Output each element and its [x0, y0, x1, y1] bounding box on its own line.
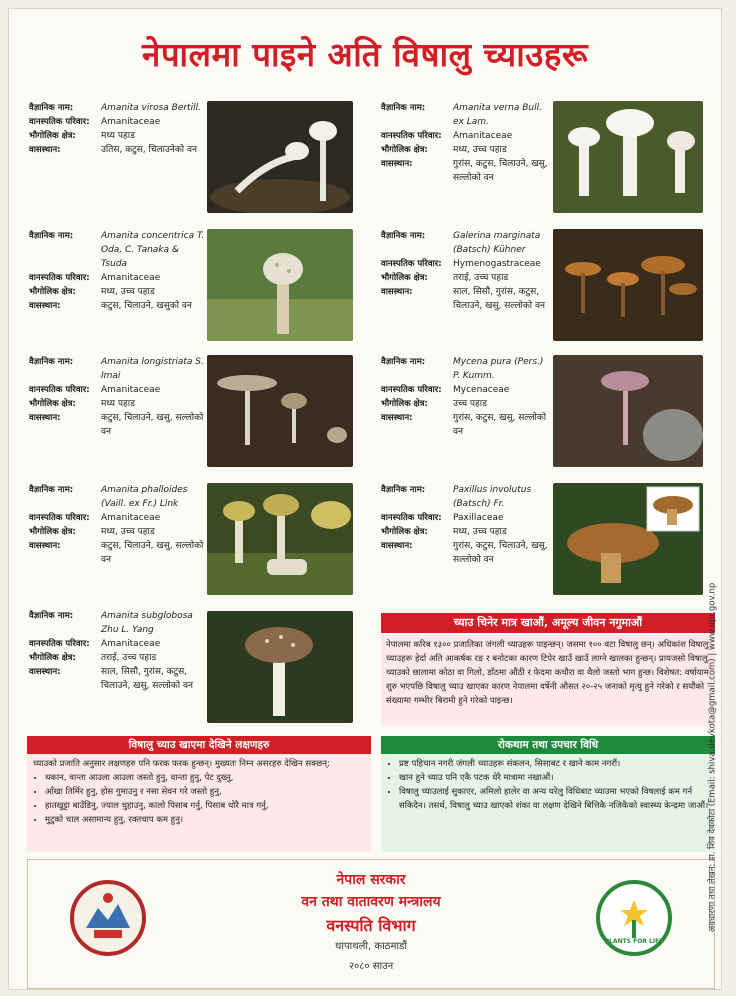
label-family: वानस्पतिक परिवार: — [381, 131, 442, 141]
label-family: वानस्पतिक परिवार: — [29, 273, 90, 283]
label-habitat: वासस्थान: — [29, 667, 61, 677]
symptoms-box — [27, 754, 371, 852]
species-habitat: कटुस, चिलाउने, खसुको वन — [101, 301, 192, 311]
species-family: Amanitaceae — [101, 273, 161, 283]
mushroom-photo — [207, 101, 353, 213]
species-region: मध्य पहाड — [101, 131, 135, 141]
prevention-title — [381, 736, 715, 754]
species-region: उच्च पहाड — [453, 399, 487, 409]
species-name: Amanita virosa Bertill. — [101, 103, 201, 113]
warning-title — [381, 613, 715, 633]
label-habitat: वासस्थान: — [381, 159, 413, 169]
label-habitat: वासस्थान: — [29, 301, 61, 311]
side-credit — [705, 529, 719, 989]
footer — [27, 859, 715, 989]
species-habitat: कटुस, चिलाउने, खसु, सल्लोको वन — [101, 413, 204, 437]
species-name: Amanita verna Bull. ex Lam. — [453, 103, 542, 127]
label-region: भौगोलिक क्षेत्र: — [381, 145, 428, 155]
label-region: भौगोलिक क्षेत्र: — [381, 399, 428, 409]
label-habitat: वासस्थान: — [381, 287, 413, 297]
species-entry — [29, 101, 207, 157]
poster — [8, 8, 722, 990]
mushroom-photo — [553, 229, 703, 341]
prevention-title-text: रोकथाम तथा उपचार विधि — [497, 739, 599, 751]
species-family: Paxillaceae — [453, 513, 504, 523]
footer-line5: २०८० साउन — [348, 961, 394, 972]
poster-title: नेपालमा पाइने अति विषालु च्याउहरू — [142, 35, 588, 74]
footer-line3: वनस्पति विभाग — [326, 916, 416, 935]
symptom-item: • मुटुको चाल असामान्य हुनु, रक्तचाप कम हुनु। — [45, 813, 365, 827]
label-region: भौगोलिक क्षेत्र: — [29, 131, 76, 141]
species-name: Amanita subglobosa Zhu L. Yang — [101, 611, 193, 635]
species-name: Galerina marginata (Batsch) Kühner — [453, 231, 541, 255]
species-name: Mycena pura (Pers.) P. Kumm. — [453, 357, 544, 381]
species-name: Amanita concentrica T. Oda, C. Tanaka & Tsuda — [101, 231, 205, 269]
mushroom-photo — [207, 355, 353, 467]
label-sci: वैज्ञानिक नाम: — [381, 103, 426, 113]
symptoms-title-text: विषालु च्याउ खाएमा देखिने लक्षणहरु — [128, 739, 270, 751]
symptom-item: • थकान, वान्ता आउला आउला जस्तो हुनु, वान्ता हुनु, पेट दुख्नु, — [45, 771, 365, 785]
dpr-logo — [594, 878, 674, 958]
prevention-item: • विषालु च्याउलाई सुकाएर, अमिलो हालेर वा अन्य घरेलु विधिबाट च्याउमा भएको विषलाई कम गर्न सकिदैन। तसर्थ, विषालु च्याउ खाएको शंका वा लक्षण देखिने बित्तिकै नजिकैको स्वास्थ्य केन्द्रमा जाऔं। — [399, 785, 709, 813]
species-region: मध्य, उच्च पहाड — [101, 287, 155, 297]
species-region: तराई, उच्च पहाड — [101, 653, 157, 663]
species-habitat: साल, सिसौ, गुरांस, कटुस, चिलाउने, खसु, सल्लोको वन — [101, 667, 193, 691]
footer-line1: नेपाल सरकार — [336, 872, 406, 888]
footer-line2: वन तथा वातावरण मन्त्रालय — [301, 894, 441, 910]
label-family: वानस्पतिक परिवार: — [29, 385, 90, 395]
label-family: वानस्पतिक परिवार: — [29, 639, 90, 649]
species-region: मध्य, उच्च पहाड — [101, 527, 155, 537]
mushroom-photo — [207, 229, 353, 341]
warning-text: नेपालमा करिब १३०० प्रजातिका जंगली च्याउहरू पाइन्छन्। जसमा १०० वटा विषालु छन्। अधिकांश विषालु च्याउहरू हेर्दा अति आकर्षक रङ र बनोटका कारण टिपेर खाउँ खाउँ लाग्ने खालका हुन्छन्। प्रायजसो विषालु च्याउको छालामा कोठा वा गिलो, डाँठमा औंठी र फेदमा कचौरा वा थैलो जस्तो भाग हुन्छ। विशेषत: वर्षायाम शुरु भएपछि विषालु च्याउ खाएका कारण नेपालमा वर्षेनी औसत २०-२५ जनाको मृत्यु हुने गरेको र सयौंको संख्यामा गम्भीर बिरामी हुने गरेको पाइन्छ। — [386, 640, 709, 706]
label-sci: वैज्ञानिक नाम: — [381, 357, 426, 367]
label-sci: वैज्ञानिक नाम: — [29, 103, 74, 113]
label-sci: वैज्ञानिक नाम: — [29, 485, 74, 495]
side-credit-text: अवधारणा तथा लेखन: डा. शिव देवकोटा (Email: shiva.devkota@gmail.com) | www.dpr.gov.np — [707, 582, 718, 933]
mushroom-photo — [207, 611, 353, 723]
species-region: मध्य पहाड — [101, 399, 135, 409]
prevention-item: • खान हुने च्याउ पनि एकै पटक धेरै मात्रामा नखाऔं। — [399, 771, 709, 785]
warning-box — [381, 635, 715, 725]
label-region: भौगोलिक क्षेत्र: — [29, 287, 76, 297]
prevention-item: • प्रष्ट पहिचान नगरी जंगली च्याउहरू संकलन, सिसाबट र खाने काम नगरौं। — [399, 757, 709, 771]
species-habitat: गुरांस, कटुस, खसु, सल्लोको वन — [453, 413, 547, 437]
species-family: Amanitaceae — [101, 513, 161, 523]
label-habitat: वासस्थान: — [381, 541, 413, 551]
species-habitat: कटुस, चिलाउने, खसु, सल्लोको वन — [101, 541, 204, 565]
species-entry — [29, 609, 207, 693]
label-sci: वैज्ञानिक नाम: — [381, 485, 426, 495]
label-family: वानस्पतिक परिवार: — [29, 117, 90, 127]
label-region: भौगोलिक क्षेत्र: — [29, 527, 76, 537]
species-family: Amanitaceae — [453, 131, 513, 141]
species-region: तराई, उच्च पहाड — [453, 273, 509, 283]
species-family: Mycenaceae — [453, 385, 510, 395]
species-entry — [381, 229, 553, 313]
species-region: मध्य, उच्च पहाड — [453, 527, 507, 537]
label-family: वानस्पतिक परिवार: — [381, 259, 442, 269]
mushroom-photo — [553, 355, 703, 467]
symptom-item: • हातखुट्टा बाउँडिनु, ज्याल चुहाउनु, कालो पिसाब गर्नु, पिसाब थोरै मात्र गर्नु, — [45, 799, 365, 813]
dpr-logo-text: PLANTS FOR LIFE — [604, 938, 664, 945]
species-entry — [29, 229, 207, 313]
label-sci: वैज्ञानिक नाम: — [29, 611, 74, 621]
symptoms-list — [33, 771, 365, 827]
species-name: Amanita phalloides (Vaill. ex Fr.) Link — [101, 485, 188, 509]
species-habitat: उतिस, कटुस, चिलाउनेको वन — [101, 145, 197, 155]
species-name: Paxillus involutus (Batsch) Fr. — [453, 485, 532, 509]
label-region: भौगोलिक क्षेत्र: — [29, 653, 76, 663]
label-habitat: वासस्थान: — [381, 413, 413, 423]
label-region: भौगोलिक क्षेत्र: — [29, 399, 76, 409]
label-habitat: वासस्थान: — [29, 413, 61, 423]
label-family: वानस्पतिक परिवार: — [29, 513, 90, 523]
species-entry — [381, 483, 553, 567]
label-habitat: वासस्थान: — [29, 145, 61, 155]
species-family: Amanitaceae — [101, 385, 161, 395]
species-entry — [29, 483, 207, 567]
species-entry — [381, 101, 553, 185]
species-family: Amanitaceae — [101, 639, 161, 649]
prevention-list — [387, 757, 709, 813]
species-family: Hymenogastraceae — [453, 259, 541, 269]
label-sci: वैज्ञानिक नाम: — [381, 231, 426, 241]
species-name: Amanita longistriata S. Imai — [101, 357, 204, 381]
species-habitat: गुरांस, कटुस, चिलाउने, खसु, सल्लोको वन — [453, 541, 548, 565]
warning-title-text: च्याउ चिनेर मात्र खाऔं, अमूल्य जीवन नगुमाऔं — [453, 616, 643, 629]
species-habitat: साल, सिसौ, गुरांस, कटुस, चिलाउने, खसु, सल्लोको वन — [453, 287, 545, 311]
prevention-box — [381, 754, 715, 852]
mushroom-photo — [553, 101, 703, 213]
label-family: वानस्पतिक परिवार: — [381, 385, 442, 395]
species-entry — [381, 355, 553, 439]
label-region: भौगोलिक क्षेत्र: — [381, 527, 428, 537]
species-region: मध्य, उच्च पहाड — [453, 145, 507, 155]
symptoms-intro: च्याउको प्रजाति अनुसार लक्षणहरु पनि फरक फरक हुन्छन्। मुख्यतः निम्न असरहरु देखिन सक्छन्: — [33, 759, 330, 769]
symptoms-title — [27, 736, 371, 754]
mushroom-photo — [553, 483, 703, 595]
footer-line4: थापाथली, काठमाडौं — [335, 941, 407, 952]
symptom-item: • आँखा तिर्मिर हुनु, होस गुमाउनु र नसा सेवन गरे जस्तो हुनु, — [45, 785, 365, 799]
label-region: भौगोलिक क्षेत्र: — [381, 273, 428, 283]
mushroom-photo — [207, 483, 353, 595]
species-family: Amanitaceae — [101, 117, 161, 127]
species-habitat: गुरांस, कटुस, चिलाउने, खसु, सल्लोको वन — [453, 159, 548, 183]
species-entry — [29, 355, 207, 439]
label-sci: वैज्ञानिक नाम: — [29, 231, 74, 241]
label-sci: वैज्ञानिक नाम: — [29, 357, 74, 367]
label-habitat: वासस्थान: — [29, 541, 61, 551]
label-family: वानस्पतिक परिवार: — [381, 513, 442, 523]
